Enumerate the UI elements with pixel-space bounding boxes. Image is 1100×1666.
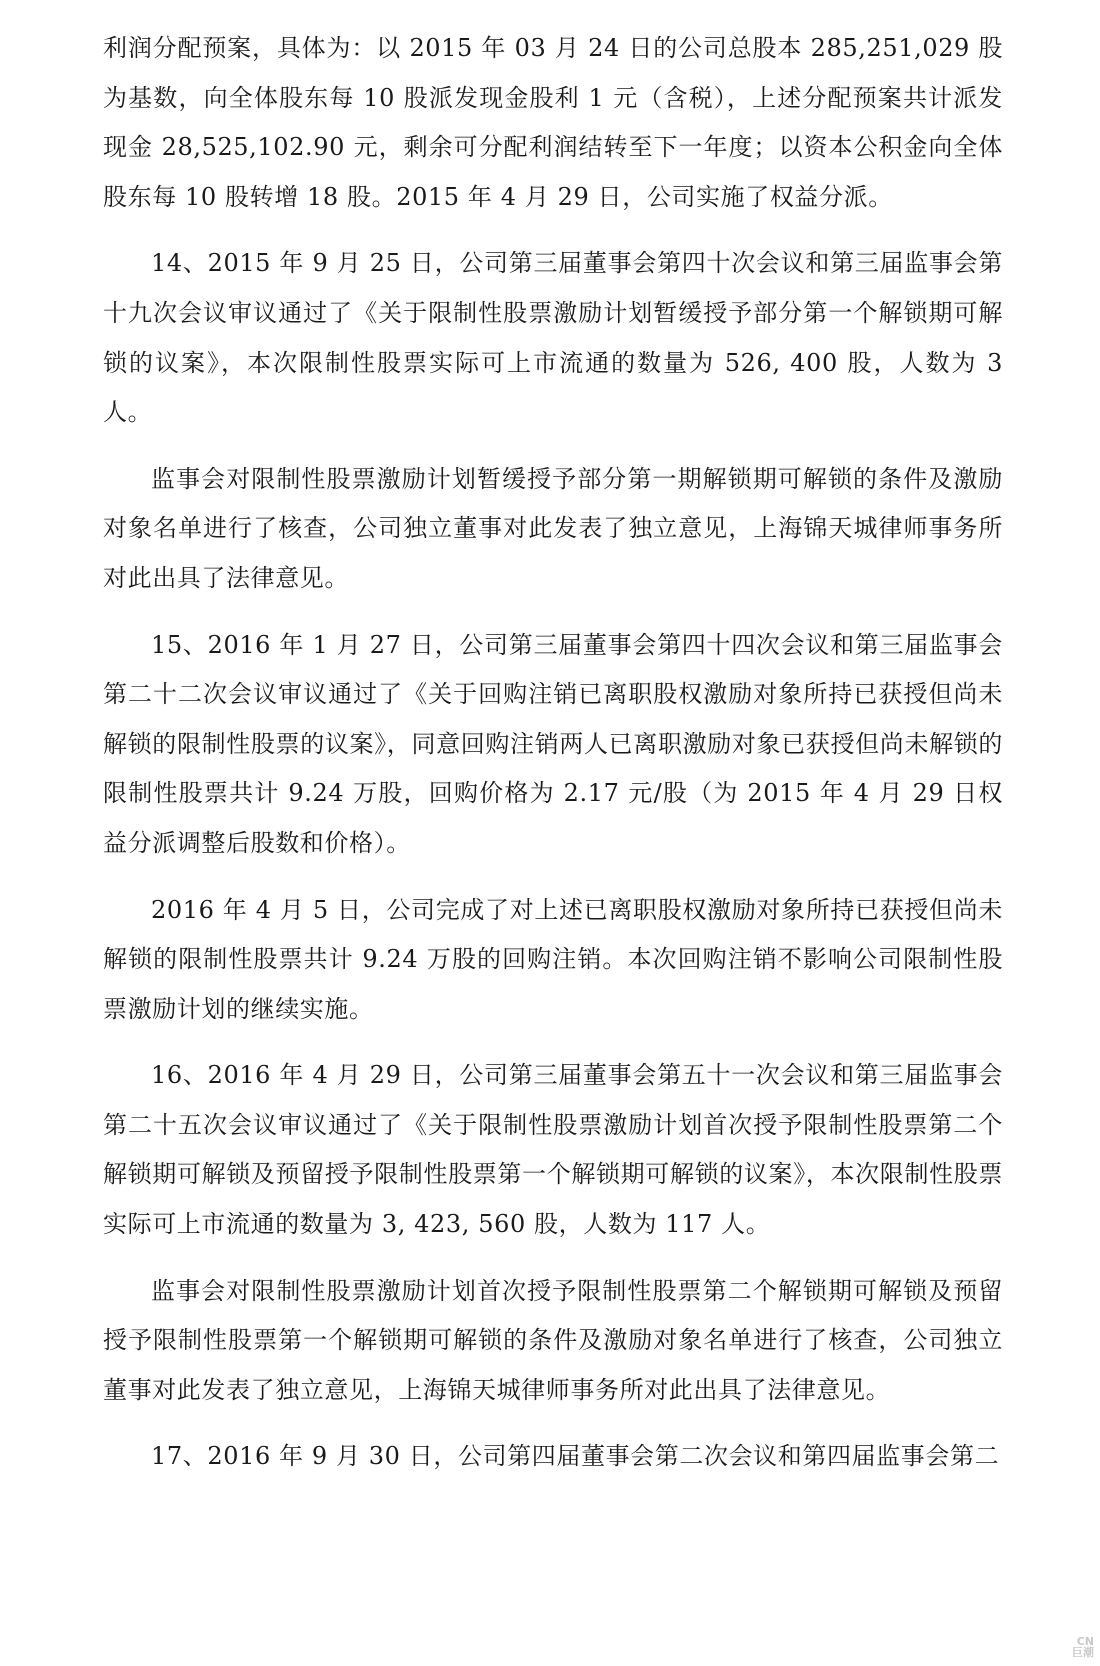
paragraph-item-14: 14、2015 年 9 月 25 日，公司第三届董事会第四十次会议和第三届监事会第十九次会议审议通过了《关于限制性股票激励计划暂缓授予部分第一个解锁期可解锁的议案》，本次限制性股票实际可上市流通的数量为 526, 400 股，人数为 3 人。 — [103, 249, 1003, 427]
document-page — [103, 24, 1003, 1499]
paragraph-supervisory-review-2: 监事会对限制性股票激励计划首次授予限制性股票第二个解锁期可解锁及预留授予限制性股票第一个解锁期可解锁的条件及激励对象名单进行了核查，公司独立董事对此发表了独立意见，上海锦天城律师事务所对此出具了法律意见。 — [103, 1276, 1003, 1404]
watermark-line-1: CN — [1076, 1635, 1094, 1648]
paragraph-profit-distribution: 利润分配预案，具体为：以 2015 年 03 月 24 日的公司总股本 285,251,029 股为基数，向全体股东每 10 股派发现金股利 1 元（含税），上述分配预案共计派发现金 28,525,102.90 元，剩余可分配利润结转至下一年度；以资本公积金向全体股东每 10 股转增 18 股。2015 年 4 月 29 日，公司实施了权益分派。 — [103, 34, 1003, 211]
paragraph-supervisory-review-1: 监事会对限制性股票激励计划暂缓授予部分第一期解锁期可解锁的条件及激励对象名单进行了核查，公司独立董事对此发表了独立意见，上海锦天城律师事务所对此出具了法律意见。 — [103, 464, 1003, 592]
paragraph-item-16: 16、2016 年 4 月 29 日，公司第三届董事会第五十一次会议和第三届监事会第二十五次会议审议通过了《关于限制性股票激励计划首次授予限制性股票第二个解锁期可解锁及预留授予限制性股票第一个解锁期可解锁的议案》，本次限制性股票实际可上市流通的数量为 3, 423, 560 股，人数为 117 人。 — [103, 1061, 1003, 1239]
watermark-line-2: 巨潮 — [1072, 1646, 1094, 1659]
paragraph-repurchase-completion: 2016 年 4 月 5 日，公司完成了对上述已离职股权激励对象所持已获授但尚未解锁的限制性股票共计 9.24 万股的回购注销。本次回购注销不影响公司限制性股票激励计划的继续实施。 — [103, 895, 1003, 1023]
paragraph-item-17: 17、2016 年 9 月 30 日，公司第四届董事会第二次会议和第四届监事会第二 — [151, 1442, 1000, 1471]
watermark-logo — [1064, 1636, 1094, 1660]
paragraph-item-15: 15、2016 年 1 月 27 日，公司第三届董事会第四十四次会议和第三届监事会第二十二次会议审议通过了《关于回购注销已离职股权激励对象所持已获授但尚未解锁的限制性股票的议案》，同意回购注销两人已离职激励对象已获授但尚未解锁的限制性股票共计 9.24 万股，回购价格为 2.17 元/股（为 2015 年 4 月 29 日权益分派调整后股数和价格）。 — [103, 630, 1003, 857]
